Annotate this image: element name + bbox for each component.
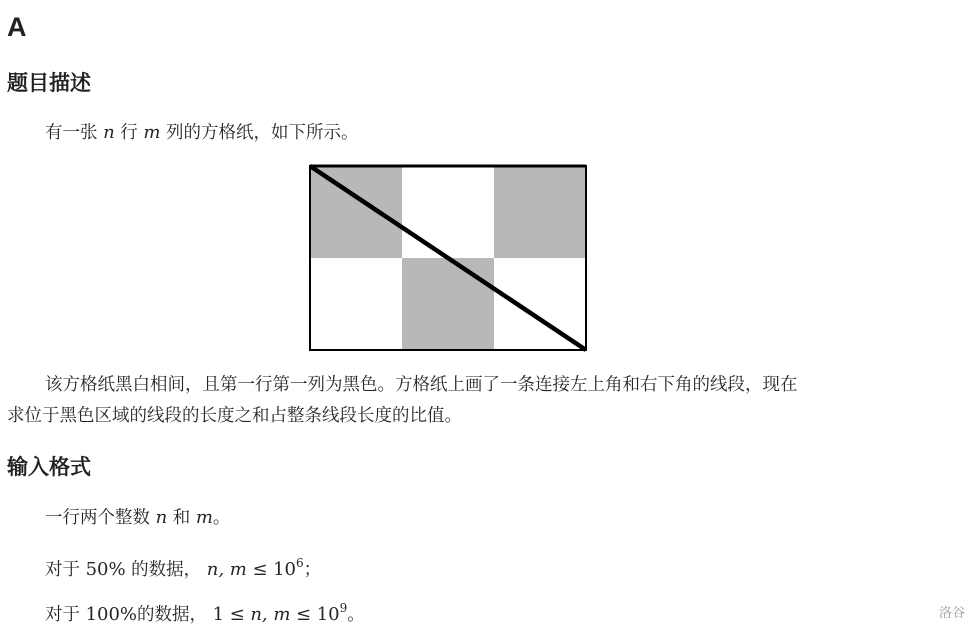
input-var-m: m	[195, 507, 213, 528]
description-heading: 题目描述	[7, 71, 91, 95]
input-var-n: n	[155, 507, 168, 528]
black-cell-0-2	[494, 166, 586, 258]
input-line1-mid: 和	[172, 508, 191, 528]
input-line1-end: 。	[212, 508, 231, 528]
description-body-line2: 求位于黑色区域的线段的长度之和占整条线段长度的比值。	[7, 406, 462, 426]
input-line2-prefix: 对于	[45, 560, 80, 580]
input-line2	[45, 548, 321, 585]
input-line3-prefix: 对于	[45, 605, 80, 625]
luogu-watermark: 洛谷	[938, 606, 965, 621]
input-line3-base: 10	[316, 604, 340, 625]
description-body-line1: 该方格纸黑白相间，且第一行第一列为黑色。方格纸上画了一条连接左上角和右下角的线段，现在	[45, 375, 798, 395]
black-cell-0-0	[310, 166, 402, 258]
black-cell-1-1	[402, 258, 494, 350]
input-line3-end: 。	[347, 605, 365, 625]
input-line1-prefix: 一行两个整数	[45, 508, 150, 528]
input-line2-le: ≤	[252, 559, 268, 580]
input-line3-one: 1	[212, 604, 225, 625]
input-line3-mid: 的数据，	[137, 605, 208, 625]
input-line2-pct: 50%	[85, 559, 126, 580]
input-line3-pct: 100%	[85, 604, 138, 625]
var-m: m	[143, 122, 161, 143]
problem-title: A	[7, 12, 27, 42]
intro-suffix: 列的方格纸，如下所示。	[165, 123, 359, 143]
var-n: n	[103, 122, 115, 143]
white-cell-1-0	[310, 258, 402, 350]
input-line3-exp: 9	[339, 601, 348, 615]
input-line2-base: 10	[273, 559, 297, 580]
white-cell-1-2	[494, 258, 586, 350]
input-line3-le2: ≤	[296, 604, 312, 625]
input-line2-exp: 6	[296, 556, 304, 570]
grid-figure	[307, 163, 589, 353]
description-intro	[45, 118, 358, 148]
input-line2-vars: n, m	[206, 559, 247, 580]
input-heading: 输入格式	[7, 455, 91, 479]
input-line2-end: ；	[303, 560, 322, 580]
input-line2-mid: 的数据，	[131, 560, 202, 580]
input-line1	[45, 503, 230, 533]
input-line3	[45, 593, 365, 630]
intro-mid: 行	[120, 123, 138, 143]
input-line3-le1: ≤	[229, 604, 245, 625]
white-cell-0-1	[402, 166, 494, 258]
input-line3-vars: n, m	[250, 604, 291, 625]
intro-prefix: 有一张	[45, 123, 98, 143]
